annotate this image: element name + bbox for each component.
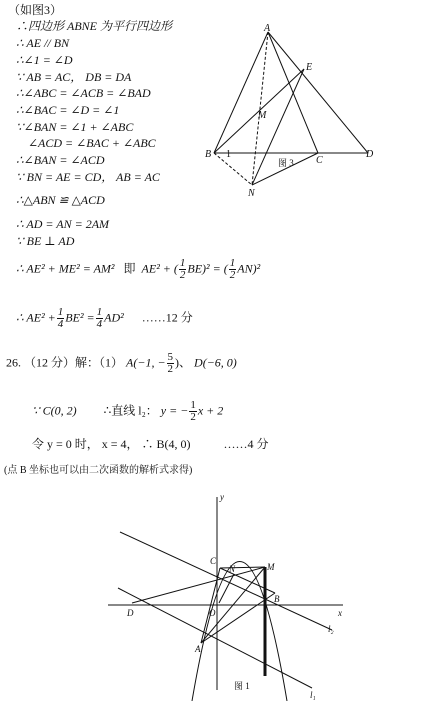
fraction-half-1: $\frac{1}{2}$ [179, 257, 186, 281]
q26-line-1: 26. （12 分）解：（1） A(−1, − $\frac{5}{2}$ )、 D(−6, 0) [6, 351, 237, 375]
segment-CM [220, 567, 265, 568]
label-x: x [338, 608, 342, 618]
label-D: D [366, 149, 374, 160]
proof-line-12: ∴ AD = AN = 2AM [16, 217, 110, 231]
proof-line-14: ∴ AE² + ME² = AM² 即 AE² + ( $\frac{1}{2}$ BE)² = ( $\frac{1}{2}$ AN)² [16, 257, 261, 281]
proof-line-13: ∵ BE ⊥ AD [16, 234, 75, 248]
line-l1 [118, 588, 312, 688]
proof-line-3: ∴∠1 = ∠D [16, 53, 73, 67]
segment-AD [268, 32, 368, 153]
label-M: M [267, 562, 275, 572]
proof-line-2: ∴ AE // BN [16, 36, 70, 50]
q26-line-2: ∵ C(0, 2) ∴直线 l₂： y = − $\frac{1}{2}$ x + 2 [32, 399, 224, 423]
fraction-quarter-2: $\frac{1}{4}$ [96, 306, 103, 330]
label-D: D [127, 608, 134, 618]
figure-3-caption: 图 3 [278, 158, 294, 168]
label-l1: l₁ [310, 690, 316, 700]
label-N: N [229, 564, 236, 574]
label-N: N [248, 188, 255, 199]
proof-line-5: ∴∠ABC = ∠ACB = ∠BAD [16, 86, 151, 100]
segment-AN-dashed [252, 32, 268, 185]
label-O: O [209, 608, 216, 618]
segment-DM [132, 567, 265, 603]
figure-3 [200, 20, 390, 200]
proof-line-10: ∵ BN = AE = CD， AB = AC [16, 170, 160, 184]
label-B: B [205, 149, 212, 160]
q26-line-3: 令 y = 0 时， x = 4， ∴ B(4, 0) ……4 分 [32, 437, 269, 451]
fraction-half-2: $\frac{1}{2}$ [229, 257, 236, 281]
proof-line-9: ∴∠BAN = ∠ACD [16, 153, 105, 167]
proof-line-11: ∴△ABN ≌ △ACD [16, 193, 105, 207]
proof-line-6: ∴∠BAC = ∠D = ∠1 [16, 103, 120, 117]
label-C: C [316, 155, 323, 166]
figure-1-caption: 图 1 [234, 681, 250, 691]
segment-AB [214, 32, 268, 153]
label-E: E [306, 62, 313, 73]
proof-line-8: ∠ACD = ∠BAC + ∠ABC [28, 136, 156, 150]
line-l2 [120, 532, 332, 630]
figure-reference: （如图3） [8, 3, 63, 17]
proof-line-4: ∵ AB = AC， DB = DA [16, 70, 132, 84]
score-12: ……12 分 [141, 310, 193, 325]
fraction-five-halves: $\frac{5}{2}$ [167, 351, 174, 375]
proof-line-15: ∴ AE² + $\frac{1}{4}$ BE² = $\frac{1}{4}$ AD² ……12 分 [16, 306, 193, 330]
label-A: A [195, 644, 201, 654]
label-l2: l₂ [328, 624, 334, 634]
segment-BN-dashed [214, 153, 252, 185]
figure-1 [100, 492, 360, 701]
fraction-slope: $\frac{1}{2}$ [190, 399, 196, 423]
score-4: ……4 分 [223, 437, 269, 451]
label-B: B [274, 594, 280, 604]
fraction-quarter-1: $\frac{1}{4}$ [57, 306, 64, 330]
proof-line-7: ∵∠BAN = ∠1 + ∠ABC [16, 120, 134, 134]
q26-note: (点 B 坐标也可以由二次函数的解析式求得) [4, 465, 193, 476]
proof-line-1: ∴四边形 ABNE 为平行四边形 [16, 19, 172, 33]
label-angle-1: 1 [226, 149, 231, 160]
label-M: M [258, 110, 267, 121]
label-C: C [210, 556, 217, 566]
label-y: y [220, 492, 224, 502]
label-A: A [264, 23, 271, 34]
